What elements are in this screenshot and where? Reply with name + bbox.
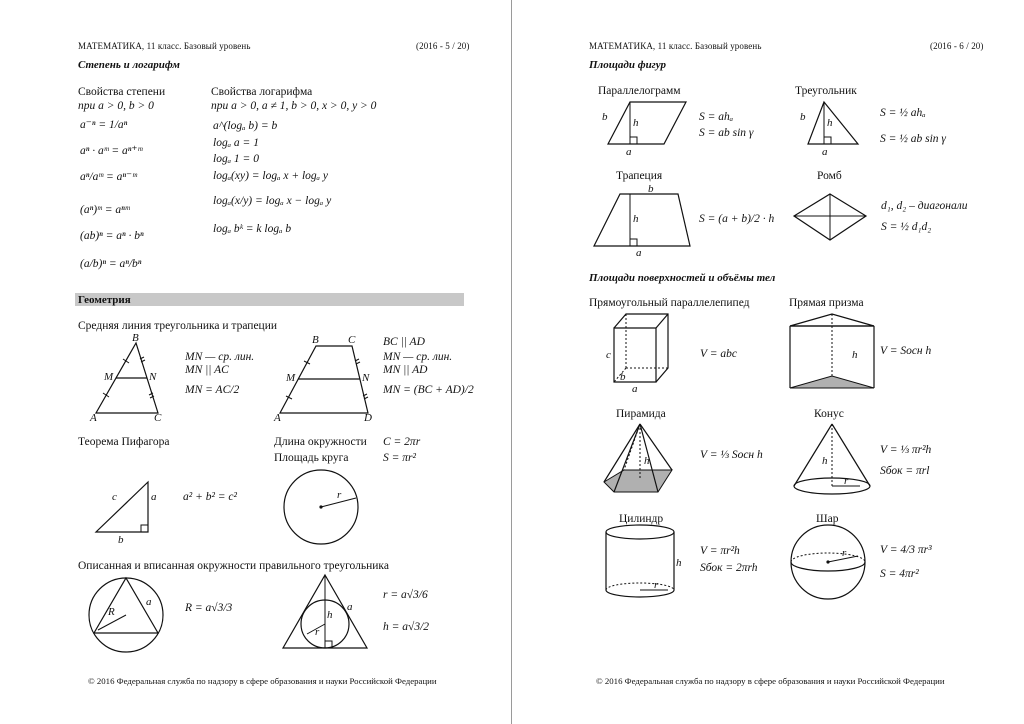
parallelogram-name: Параллелограмм: [598, 85, 681, 97]
cylinder-formula: Sбок = 2πrh: [700, 562, 758, 574]
side-label-a: a: [146, 596, 152, 608]
sphere-formula: S = 4πr²: [880, 568, 919, 580]
parallelogram-formula: S = ab sin γ: [699, 127, 754, 139]
cylinder-formula: V = πr²h: [700, 545, 740, 557]
parallelogram-formula: S = ahₐ: [699, 111, 734, 123]
midline-trap-line: MN — ср. лин.: [383, 351, 453, 363]
edge-label-a: a: [632, 383, 638, 395]
triangle-figure: [794, 98, 874, 158]
powers-formula: a⁻ⁿ = 1/aⁿ: [80, 119, 128, 131]
side-label-c: c: [112, 491, 117, 503]
circle-figure: [282, 468, 362, 548]
cone-formula: V = ⅓ πr²h: [880, 444, 932, 456]
prism-figure: [788, 312, 878, 392]
radius-label: r: [844, 475, 849, 487]
circumscribed-circle-figure: [88, 575, 168, 655]
trapezoid-formula: S = (a + b)/2 · h: [699, 213, 775, 225]
trapezoid-name: Трапеция: [616, 170, 663, 182]
midline-tri-line: MN = AC/2: [185, 384, 240, 396]
radius-label: r: [654, 579, 659, 591]
rhombus-figure: [792, 190, 872, 246]
sphere-name: Шар: [816, 513, 839, 525]
side-label-b: b: [602, 111, 608, 123]
page-right: [512, 0, 1024, 724]
midline-tri-line: MN — ср. лин.: [185, 351, 255, 363]
cylinder-figure: [602, 524, 682, 604]
height-label: h: [676, 557, 682, 569]
edge-label-c: c: [606, 349, 611, 361]
height-label: h: [633, 117, 639, 129]
point-label-C: C: [154, 412, 162, 424]
R-formula: R = a√3/3: [185, 602, 233, 614]
r-label: r: [315, 626, 320, 638]
side-label-b: b: [800, 111, 806, 123]
height-label: h: [852, 349, 858, 361]
triangle-name: Треугольник: [795, 85, 857, 97]
point-label-M: M: [286, 372, 296, 384]
powers-formula: aⁿ/aᵐ = aⁿ⁻ᵐ: [80, 171, 137, 183]
sphere-figure: [790, 522, 870, 602]
height-label: h: [827, 117, 833, 129]
section-title-powers: Степень и логарифм: [78, 59, 180, 71]
pyramid-formula: V = ⅓ Sосн h: [700, 449, 763, 461]
geometry-section-band: [75, 293, 464, 306]
section-title-geometry: Геометрия: [78, 294, 131, 306]
sphere-formula: V = 4/3 πr³: [880, 544, 932, 556]
radius-label: r: [842, 547, 847, 559]
side-label-a: a: [151, 491, 157, 503]
header-title: МАТЕМАТИКА, 11 класс. Базовый уровень: [78, 41, 251, 51]
log-formula: logₐ bᵏ = k logₐ b: [213, 223, 292, 235]
log-formula: logₐ(x/y) = logₐ x − logₐ y: [213, 195, 332, 207]
point-label-C: C: [348, 334, 356, 346]
triangle-formula: S = ½ ab sin γ: [880, 133, 946, 145]
right-triangle-figure: [90, 478, 160, 548]
section-title-areas: Площади фигур: [589, 59, 666, 71]
cone-formula: Sбок = πrl: [880, 465, 930, 477]
log-formula: logₐ a = 1: [213, 137, 259, 149]
pythagoras-title: Теорема Пифагора: [78, 436, 170, 448]
section-title-solids: Площади поверхностей и объёмы тел: [589, 272, 776, 284]
midline-triangle-figure: [86, 333, 176, 423]
pythagoras-formula: a² + b² = c²: [183, 491, 237, 503]
box-name: Прямоугольный параллелепипед: [589, 297, 750, 309]
height-label: h: [644, 455, 650, 467]
circumference-label: Длина окружности: [274, 436, 367, 448]
midline-trapezoid-figure: [272, 333, 382, 423]
midline-tri-line: MN || AC: [185, 364, 229, 376]
midline-title: Средняя линия треугольника и трапеции: [78, 320, 278, 332]
log-title: Свойства логарифма: [211, 86, 313, 98]
pyramid-name: Пирамида: [616, 408, 666, 420]
circle-area-label: Площадь круга: [274, 452, 349, 464]
midline-trap-line: MN || AD: [383, 364, 428, 376]
box-figure: [604, 310, 684, 395]
prism-formula: V = Sосн h: [880, 345, 932, 357]
rhombus-formula: S = ½ d₁d₂: [881, 221, 932, 233]
height-label: h: [822, 455, 828, 467]
header-title: МАТЕМАТИКА, 11 класс. Базовый уровень: [589, 41, 762, 51]
footer: © 2016 Федеральная служба по надзору в сфере образования и науки Российской Федерации: [88, 676, 437, 686]
side-label-a: a: [636, 247, 642, 259]
log-formula: a^(logₐ b) = b: [213, 120, 278, 132]
inscribed-circle-figure: [277, 572, 377, 652]
point-label-A: A: [90, 412, 97, 424]
midline-trap-line: MN = (BC + AD)/2: [383, 384, 474, 396]
side-label-a: a: [626, 146, 632, 158]
height-label: h: [633, 213, 639, 225]
point-label-A: A: [274, 412, 281, 424]
header-page-code: (2016 - 6 / 20): [930, 41, 984, 51]
side-label-b: b: [648, 183, 654, 195]
point-label-M: M: [104, 371, 114, 383]
prism-name: Прямая призма: [789, 297, 864, 309]
point-label-N: N: [362, 372, 370, 384]
powers-title: Свойства степени: [78, 86, 166, 98]
log-formula: logₐ(xy) = logₐ x + logₐ y: [213, 170, 329, 182]
circle-area-formula: S = πr²: [383, 452, 416, 464]
edge-label-b: b: [620, 371, 626, 383]
cylinder-name: Цилиндр: [619, 513, 664, 525]
cone-name: Конус: [814, 408, 844, 420]
powers-formula: (a/b)ⁿ = aⁿ/bⁿ: [80, 258, 142, 270]
rhombus-diagonals: d₁, d₂ – диагонали: [881, 200, 968, 212]
footer: © 2016 Федеральная служба по надзору в сфере образования и науки Российской Федерации: [596, 676, 945, 686]
side-label-b: b: [118, 534, 124, 546]
trapezoid-figure: [590, 183, 700, 259]
h-formula: h = a√3/2: [383, 621, 430, 633]
r-formula: r = a√3/6: [383, 589, 428, 601]
rhombus-name: Ромб: [817, 170, 842, 182]
radius-label: r: [337, 489, 342, 501]
box-formula: V = abc: [700, 348, 737, 360]
log-formula: logₐ 1 = 0: [213, 153, 259, 165]
circumference-formula: C = 2πr: [383, 436, 421, 448]
point-label-D: D: [364, 412, 372, 424]
side-label-a: a: [822, 146, 828, 158]
triangle-formula: S = ½ ahₐ: [880, 107, 926, 119]
cone-figure: [788, 420, 878, 500]
log-condition: при a > 0, a ≠ 1, b > 0, x > 0, y > 0: [211, 100, 377, 112]
midline-trap-line: BC || AD: [383, 336, 425, 348]
point-label-B: B: [312, 334, 319, 346]
R-label: R: [108, 606, 115, 618]
powers-formula: (ab)ⁿ = aⁿ · bⁿ: [80, 230, 144, 242]
side-label-a: a: [347, 601, 353, 613]
powers-formula: (aⁿ)ᵐ = aⁿᵐ: [80, 204, 130, 216]
h-label: h: [327, 609, 333, 621]
pyramid-figure: [602, 420, 682, 500]
inscribed-title: Описанная и вписанная окружности правильного треугольника: [78, 560, 389, 572]
powers-condition: при a > 0, b > 0: [78, 100, 154, 112]
point-label-B: B: [132, 332, 139, 344]
parallelogram-figure: [594, 98, 694, 158]
header-page-code: (2016 - 5 / 20): [416, 41, 470, 51]
powers-formula: aⁿ · aᵐ = aⁿ⁺ᵐ: [80, 145, 143, 157]
point-label-N: N: [149, 371, 157, 383]
